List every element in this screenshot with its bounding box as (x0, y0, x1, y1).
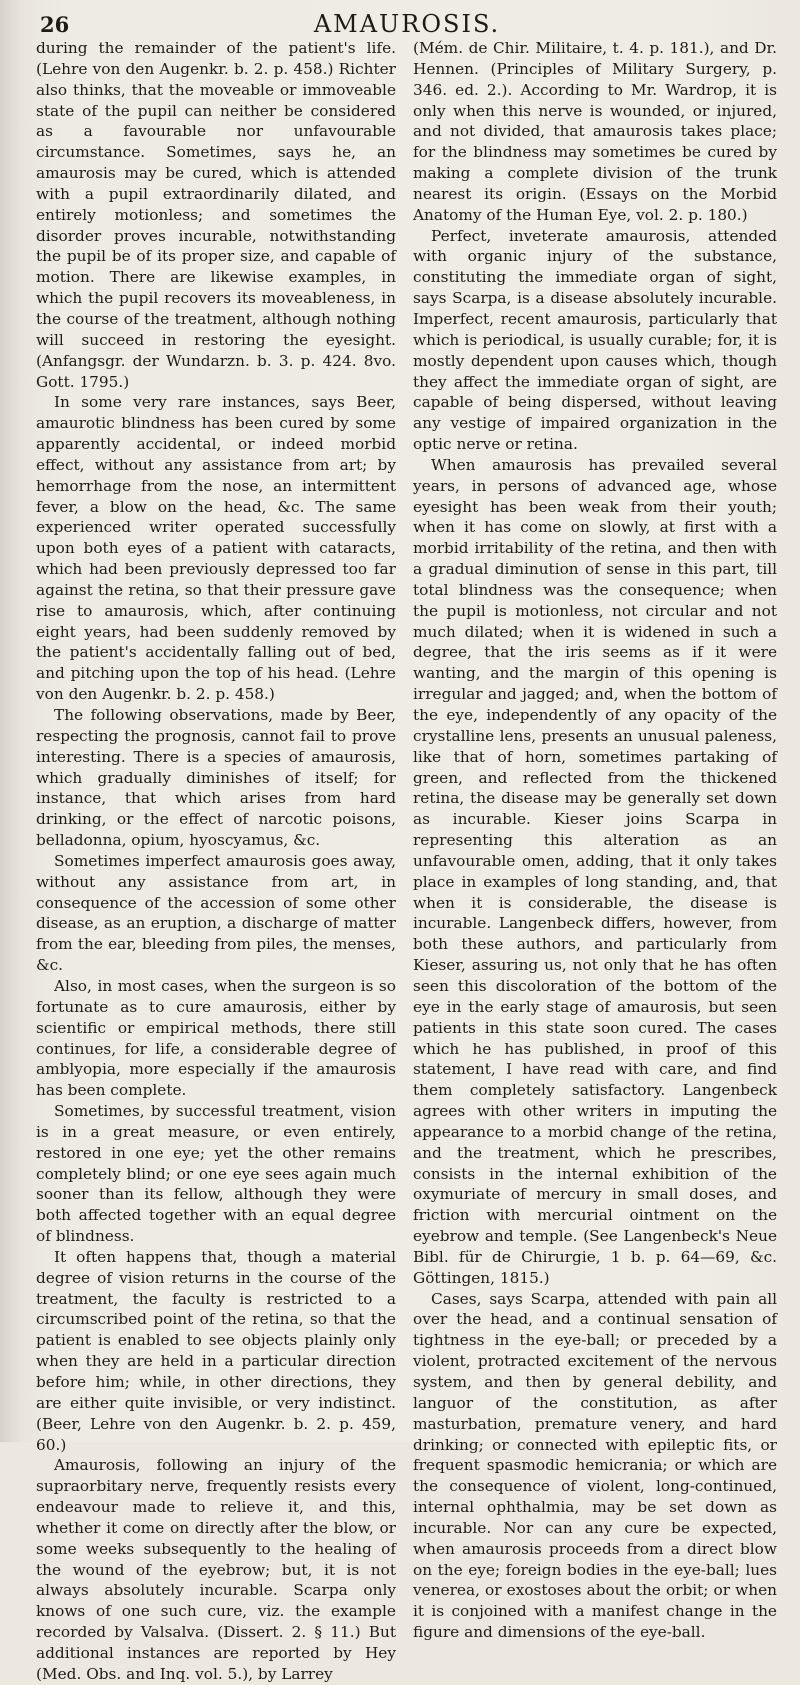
paragraph: It often happens that, though a material degree of vision returns in the course of the treatment, the faculty is restricted to a circumscribed point of the retina, so that the patient is enabled to see objects plainly only when they are held in a particular direction before him; while, in other directions, they are either quite invisible, or very indistinct. (Beer, Lehre von den Augenkr. b. 2. p. 459, 60.) (36, 1247, 396, 1454)
paragraph: Sometimes, by successful treatment, vision is in a great measure, or even entirely, restored in one eye; yet the other remains completely blind; or one eye sees again much sooner than its fellow, although they were both affected together with an equal degree of blindness. (36, 1102, 396, 1246)
paragraph: Also, in most cases, when the surgeon is so fortunate as to cure amaurosis, either by scientific or empirical methods, there still continues, for life, a considerable degree of amblyopia, more especially if the amaurosis has been complete. (36, 976, 396, 1100)
paragraph: In some very rare instances, says Beer, amaurotic blindness has been cured by some apparently accidental, or indeed morbid effect, without any assistance from art; by hemorrhage from the nose, an intermittent fever, a blow on the head, &c. The same experienced writer operated successfully upon both eyes of a patient with cataracts, which had been previously depressed too far against the retina, so that their pressure gave rise to amaurosis, which, after continuing eight years, had been suddenly removed by the patient's accidentally falling out of bed, and pitching upon the top of his head. (Lehre von den Augenkr. b. 2. p. 458.) (36, 393, 396, 704)
page-header (36, 10, 778, 40)
page-number: 26 (40, 12, 70, 37)
paragraph: When amaurosis has prevailed several years, in persons of advanced age, whose eyesight has been weak from their youth; when it has come on slowly, at first with a morbid irritability of the retina, and then with a gradual diminution of sense in this part, till total blindness was the consequence; when the pupil is motionless, not circular and not much dilated; when it is widened in such a degree, that the iris seems as if it were wanting, and the margin of this opening is irregular and jagged; and, when the bottom of the eye, independently of any opacity of the crystalline lens, presents an unusual paleness, like that of horn, sometimes partaking of green, and reflected from the thickened retina, the disease may be generally set down as incurable. Kieser joins Scarpa in representing this alteration as an unfavourable omen, adding, that it only takes place in examples of long standing, and, that when it is considerable, the disease is incurable. Langenbeck differs, however, from both these authors, and particularly from Kieser, assuring us, not only that he has often seen this discoloration of the bottom of the eye in the early stage of amaurosis, but seen patients in this state soon cured. The cases which he has published, in proof of this statement, I have read with care, and find them completely satisfactory. Langenbeck agrees with other writers in imputing the appearance to a morbid change of the retina, and the treatment, which he prescribes, consists in the internal exhibition of the oxymuriate of mercury in small doses, and friction with mercurial ointment on the eyebrow and temple. (See Langenbeck's Neue Bibl. für de Chirurgie, 1 b. p. 64—69, &c. Göttingen, 1815.) (413, 455, 777, 1287)
paragraph: Amaurosis, following an injury of the supraorbitary nerve, frequently resists every endeavour made to relieve it, and this, whether it come on directly after the blow, or some weeks subsequently to the healing of the wound of the eyebrow; but, it is not always absolutely incurable. Scarpa only knows of one such cure, viz. the example recorded by Valsalva. (Dissert. 2. § 11.) But additional instances are reported by Hey (Med. Obs. and Inq. vol. 5.), by Larrey (36, 1456, 396, 1683)
paragraph: Sometimes imperfect amaurosis goes away, without any assistance from art, in consequence of the accession of some other disease, as an eruption, a discharge of matter from the ear, bleeding from piles, the menses, &c. (36, 851, 396, 975)
paragraph: Cases, says Scarpa, attended with pain all over the head, and a continual sensation of tightness in the eye-ball; or preceded by a violent, protracted excitement of the nervous system, and then by general debility, and languor of the constitution, as after masturbation, premature venery, and hard drinking; or connected with epileptic fits, or frequent spasmodic hemicrania; or which are the consequence of violent, long-continued, internal ophthalmia, may be set down as incurable. Nor can any cure be expected, when amaurosis proceeds from a direct blow on the eye; foreign bodies in the eye-ball; lues venerea, or exostoses about the orbit; or when it is conjoined with a manifest change in the figure and dimensions of the eye-ball. (413, 1289, 777, 1642)
right-column (413, 38, 777, 1643)
paragraph: The following observations, made by Beer, respecting the prognosis, cannot fail to prove interesting. There is a species of amaurosis, which gradually diminishes of itself; for instance, that which arises from hard drinking, or the effect of narcotic poisons, belladonna, opium, hyoscyamus, &c. (36, 706, 396, 850)
running-title: AMAUROSIS. (313, 10, 501, 38)
paragraph: during the remainder of the patient's life. (Lehre von den Augenkr. b. 2. p. 458.) Richter also thinks, that the moveable or immoveable state of the pupil can neither be considered as a favourable nor unfavourable circumstance. Sometimes, says he, an amaurosis may be cured, which is attended with a pupil extraordinarily dilated, and entirely motionless; and sometimes the disorder proves incurable, notwithstanding the pupil be of its proper size, and capable of motion. There are likewise examples, in which the pupil recovers its moveableness, in the course of the treatment, although nothing will succeed in restoring the eyesight. (Anfangsgr. der Wundarzn. b. 3. p. 424. 8vo. Gott. 1795.) (36, 39, 396, 391)
paragraph: (Mém. de Chir. Militaire, t. 4. p. 181.), and Dr. Hennen. (Principles of Military Surgery, p. 346. ed. 2.). According to Mr. Wardrop, it is only when this nerve is wounded, or injured, and not divided, that amaurosis takes place; for the blindness may sometimes be cured by making a complete division of the trunk nearest its origin. (Essays on the Morbid Anatomy of the Human Eye, vol. 2. p. 180.) (413, 39, 777, 224)
left-column (36, 38, 396, 1685)
paragraph: Perfect, inveterate amaurosis, attended with organic injury of the substance, constituting the immediate organ of sight, says Scarpa, is a disease absolutely incurable. Imperfect, recent amaurosis, particularly that which is periodical, is usually curable; for, it is mostly dependent upon causes which, though they affect the immediate organ of sight, are capable of being dispersed, without leaving any vestige of impaired organization in the optic nerve or retina. (413, 226, 777, 454)
